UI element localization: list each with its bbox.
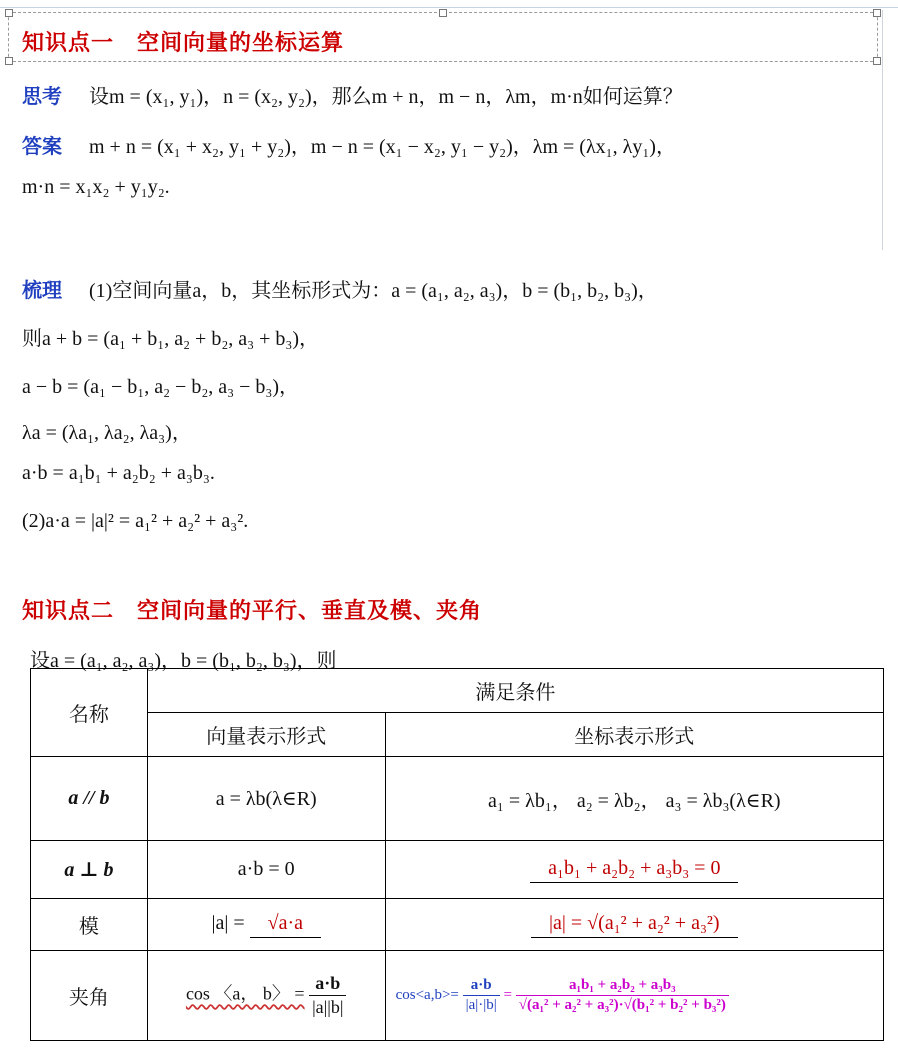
- table-row: [31, 951, 884, 1041]
- summary-line-6: (2)a·a = |a|² = a₁² + a₂² + a₃².: [22, 510, 249, 532]
- summary-line-2: 则a + b = (a₁ + b₁, a₂ + b₂, a₃ + b₃)，: [22, 328, 320, 350]
- section2-intro: 设a = (a₁, a₂, a₃)，b = (b₁, b₂, b₃)，则: [30, 650, 337, 672]
- resize-handle-ne[interactable]: [873, 9, 881, 17]
- header-name: 名称: [31, 669, 148, 757]
- row-angle-coord-fraction-1: [463, 977, 500, 1014]
- row-angle-vector-num: a·b: [309, 973, 346, 996]
- row-angle-coord-num2: a₁b₁ + a₂b₂ + a₃b₃: [516, 977, 729, 996]
- row-angle-vector-den: |a||b|: [312, 997, 344, 1017]
- row-angle-vector-cell: [147, 951, 385, 1041]
- row-angle-coord-den1: |a|·|b|: [465, 997, 497, 1013]
- row-angle-name: 夹角: [31, 951, 148, 1041]
- row-norm-coord-cell: [385, 899, 883, 951]
- margin-line: [882, 10, 883, 250]
- think-label: 思考: [22, 84, 62, 108]
- header-vector-form: 向量表示形式: [147, 713, 385, 757]
- row-angle-vector-fraction: [309, 973, 346, 1018]
- section2-heading: 知识点二 空间向量的平行、垂直及模、夹角: [22, 599, 483, 624]
- row-angle-coord-num1: a·b: [463, 977, 500, 996]
- row-perp-vector: a·b = 0: [147, 841, 385, 899]
- header-coord-form: 坐标表示形式: [385, 713, 883, 757]
- row-angle-coord-cell: cos<a,b>= $\frac{a\cdot b}{|a|\cdot|b|}$ = $\frac{\text{a₁b₁ + a₂b₂ + a₃b₃}}{\text{√(a₁² + a₂² + a₃²)·√(b₁² + b₂² + b₃²)}}$: [385, 951, 883, 1041]
- row-parallel-coord: a₁ = λb₁， a₂ = λb₂， a₃ = λb₃(λ∈R): [385, 757, 883, 841]
- table-row: [31, 899, 884, 951]
- answer-line-2: m·n = x₁x₂ + y₁y₂.: [22, 176, 170, 198]
- table-row: [31, 757, 884, 841]
- summary-text-1: (1)空间向量a，b，其坐标形式为：a = (a₁, a₂, a₃)，b = (b₁, b₂, b₃)，: [89, 280, 658, 302]
- row-norm-vector-cell: [147, 899, 385, 951]
- summary-line-3: a − b = (a₁ − b₁, a₂ − b₂, a₃ − b₃)，: [22, 376, 300, 398]
- think-text: 设m = (x₁, y₁)，n = (x₂, y₂)，那么m + n，m − n，λm，m·n如何运算？: [89, 86, 683, 108]
- row-norm-vector: √a·a: [250, 912, 321, 938]
- answer-line-1: [22, 130, 676, 159]
- row-norm-name: 模: [31, 899, 148, 951]
- row-parallel-name: a // b: [31, 757, 148, 841]
- row-angle-coord-den2: √(a₁² + a₂² + a₃²)·√(b₁² + b₂² + b₃²): [518, 997, 726, 1013]
- row-perp-coord: a₁b₁ + a₂b₂ + a₃b₃ = 0: [530, 857, 738, 883]
- row-parallel-vector: a = λb(λ∈R): [147, 757, 385, 841]
- table-row: [31, 841, 884, 899]
- answer-label: 答案: [22, 134, 62, 158]
- summary-line-1: [22, 274, 658, 303]
- row-perp-name: a ⊥ b: [31, 841, 148, 899]
- think-line: [22, 80, 683, 109]
- row-angle-vector-prefix: cos 〈a， b〉 =: [185, 983, 305, 1004]
- summary-line-4: λa = (λa₁, λa₂, λa₃)，: [22, 422, 192, 444]
- top-divider: [0, 7, 898, 8]
- summary-line-5: a·b = a₁b₁ + a₂b₂ + a₃b₃.: [22, 462, 215, 484]
- row-norm-vector-prefix: |a| =: [211, 911, 250, 934]
- resize-handle-sw[interactable]: [5, 57, 13, 65]
- condition-table: [30, 668, 884, 1041]
- row-angle-coord-prefix: cos<a,b>=: [395, 986, 459, 1003]
- row-norm-coord: |a| = √(a₁² + a₂² + a₃²): [531, 912, 738, 938]
- resize-handle-se[interactable]: [873, 57, 881, 65]
- row-perp-coord-cell: [385, 841, 883, 899]
- summary-label: 梳理: [22, 278, 62, 302]
- section1-heading: 知识点一 空间向量的坐标运算: [22, 31, 345, 56]
- row-angle-coord-fraction-2: [516, 977, 729, 1014]
- answer-text-1: m + n = (x₁ + x₂, y₁ + y₂)，m − n = (x₁ − x₂, y₁ − y₂)，λm = (λx₁, λy₁)，: [89, 136, 676, 158]
- header-condition: 满足条件: [147, 669, 883, 713]
- resize-handle-n[interactable]: [439, 9, 447, 17]
- resize-handle-nw[interactable]: [5, 9, 13, 17]
